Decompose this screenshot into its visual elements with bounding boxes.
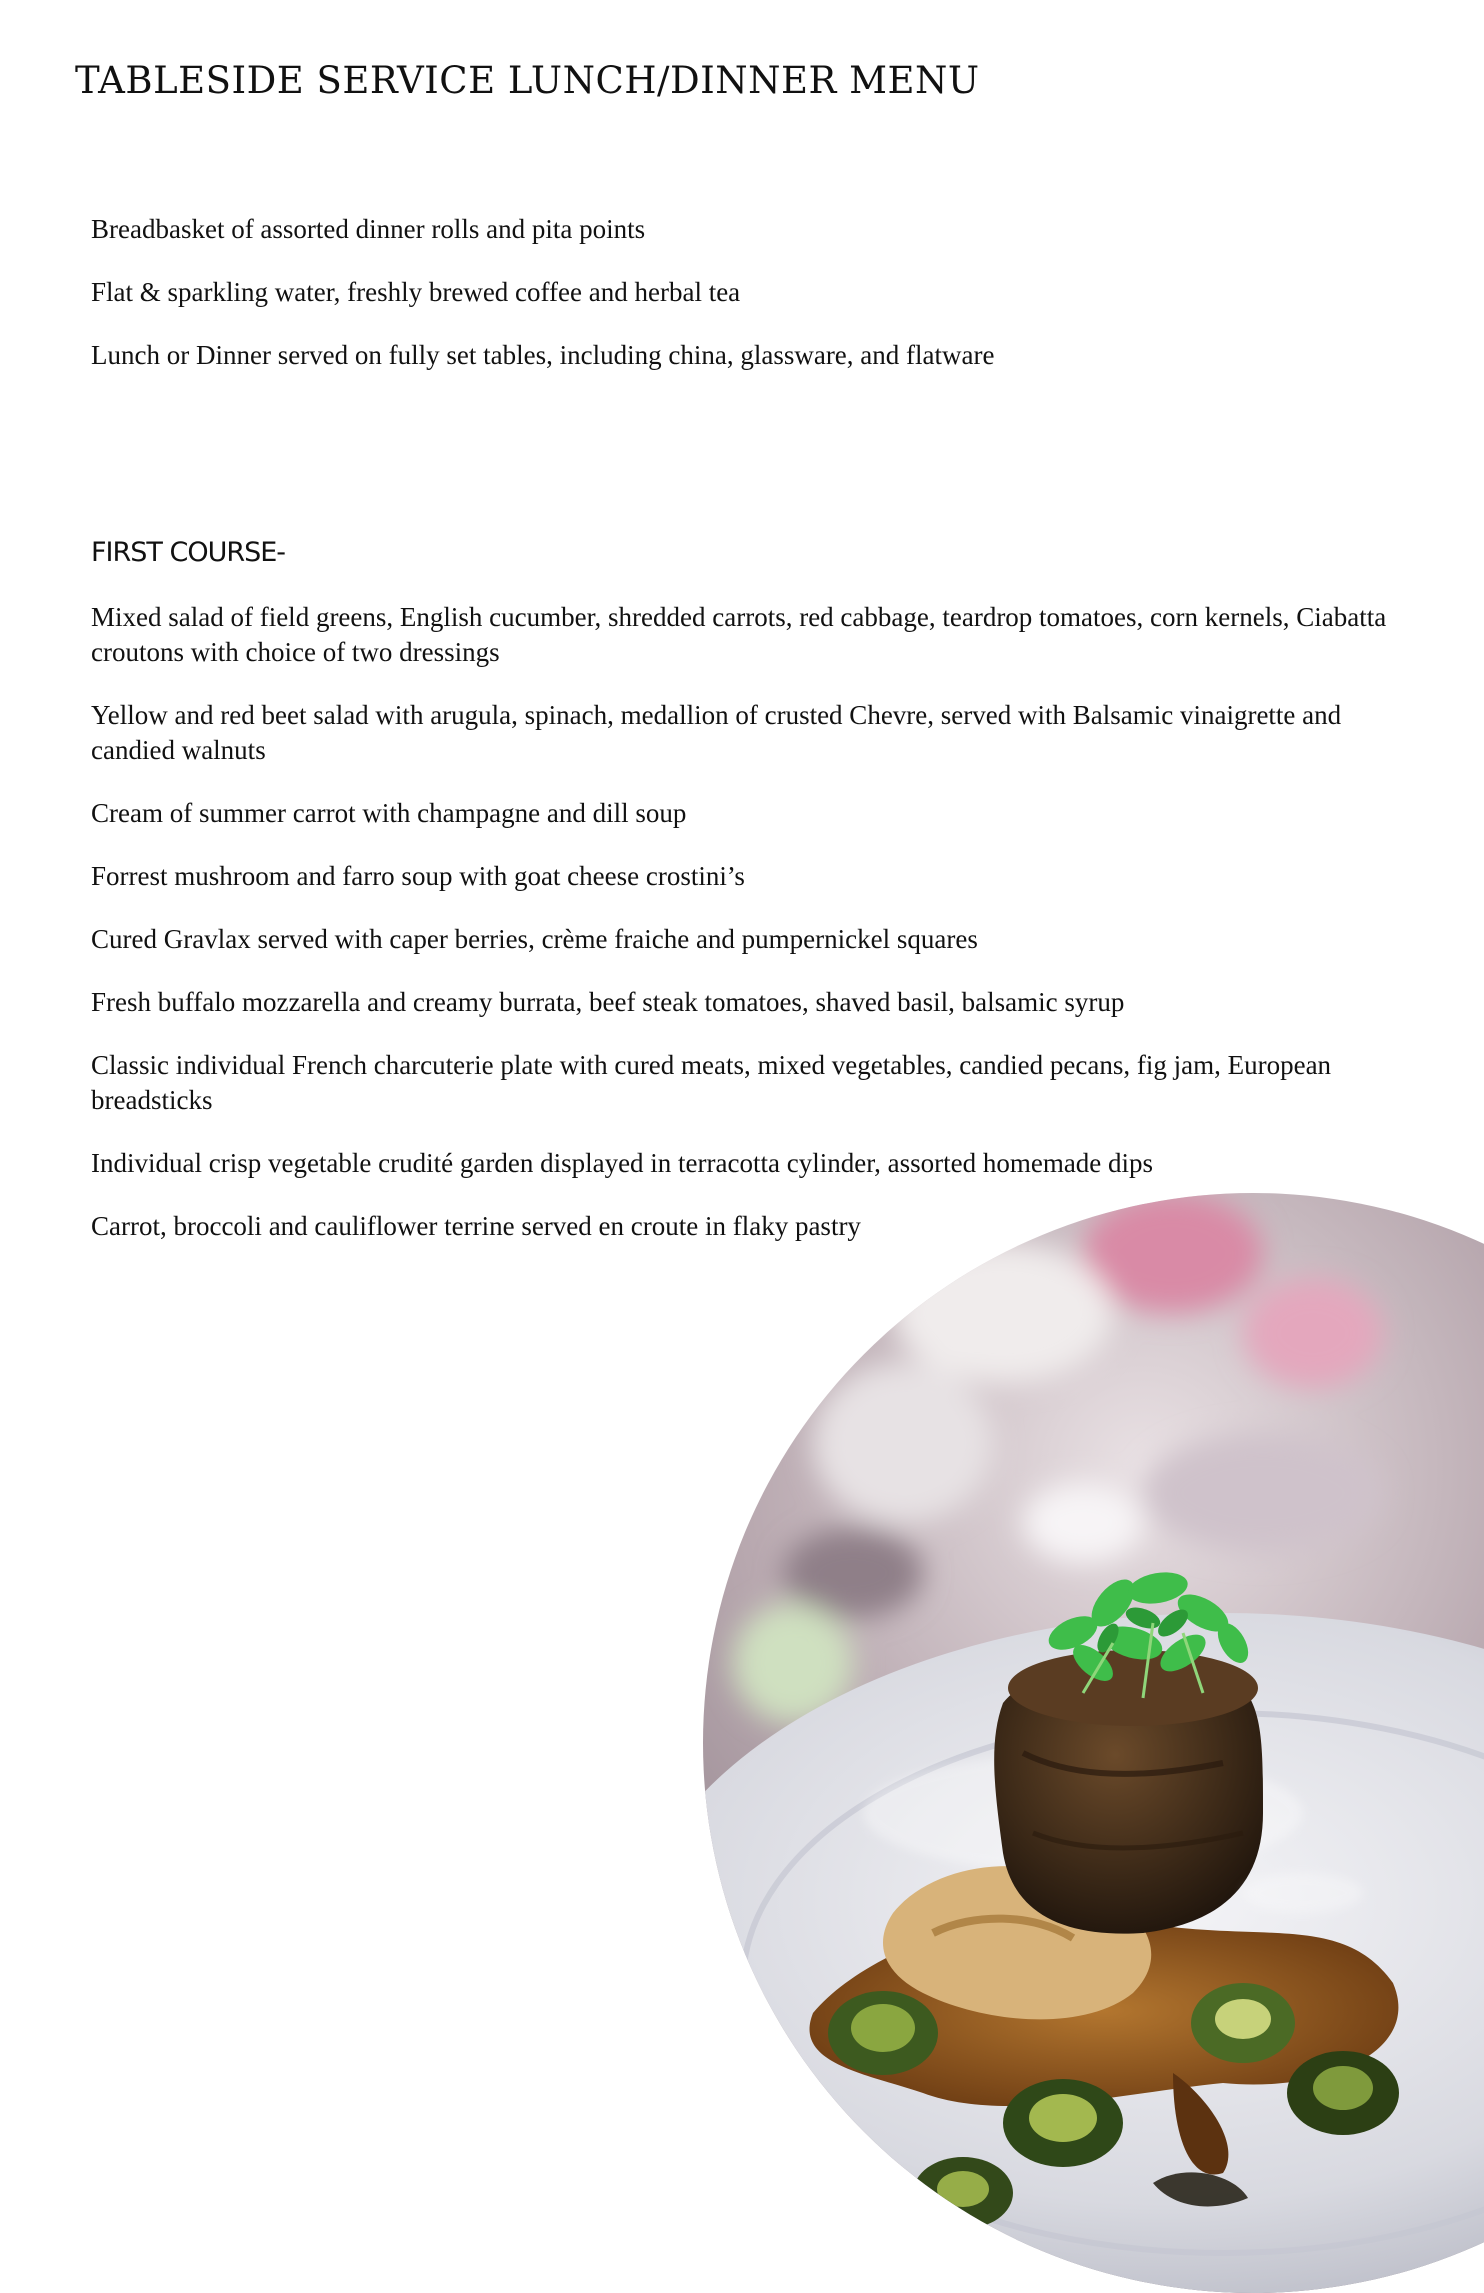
intro-item-beverages: Flat & sparkling water, freshly brewed coffee and herbal tea [91,277,741,307]
page-title: TABLESIDE SERVICE LUNCH/DINNER MENU [75,59,980,102]
intro-list [91,212,1421,401]
plated-entree-illustration [703,1193,1484,2293]
menu-item-terrine: Carrot, broccoli and cauliflower terrine served en croute in flaky pastry [91,1211,861,1241]
menu-item-mozzarella: Fresh buffalo mozzarella and creamy burrata, beef steak tomatoes, shaved basil, balsamic syrup [91,987,1125,1017]
first-course-list [91,600,1421,1272]
intro-item-table-setting: Lunch or Dinner served on fully set tables, including china, glassware, and flatware [91,340,995,370]
menu-item-charcuterie: Classic individual French charcuterie plate with cured meats, mixed vegetables, candied pecans, fig jam, European breadsticks [91,1050,1332,1115]
menu-item-gravlax: Cured Gravlax served with caper berries, crème fraiche and pumpernickel squares [91,924,978,954]
menu-item-carrot-soup: Cream of summer carrot with champagne and dill soup [91,798,687,828]
menu-item-mushroom-soup: Forrest mushroom and farro soup with goat cheese crostini’s [91,861,745,891]
menu-item-crudite: Individual crisp vegetable crudité garden displayed in terracotta cylinder, assorted homemade dips [91,1148,1154,1178]
menu-item-mixed-salad: Mixed salad of field greens, English cucumber, shredded carrots, red cabbage, teardrop tomatoes, corn kernels, Ciabatta croutons with choice of two dressings [91,602,1387,667]
menu-item-beet-salad: Yellow and red beet salad with arugula, spinach, medallion of crusted Chevre, served with Balsamic vinaigrette and candied walnuts [91,700,1342,765]
first-course-heading: FIRST COURSE- [91,537,286,568]
intro-item-breadbasket: Breadbasket of assorted dinner rolls and pita points [91,214,646,244]
plated-entree-photo [703,1193,1484,2293]
